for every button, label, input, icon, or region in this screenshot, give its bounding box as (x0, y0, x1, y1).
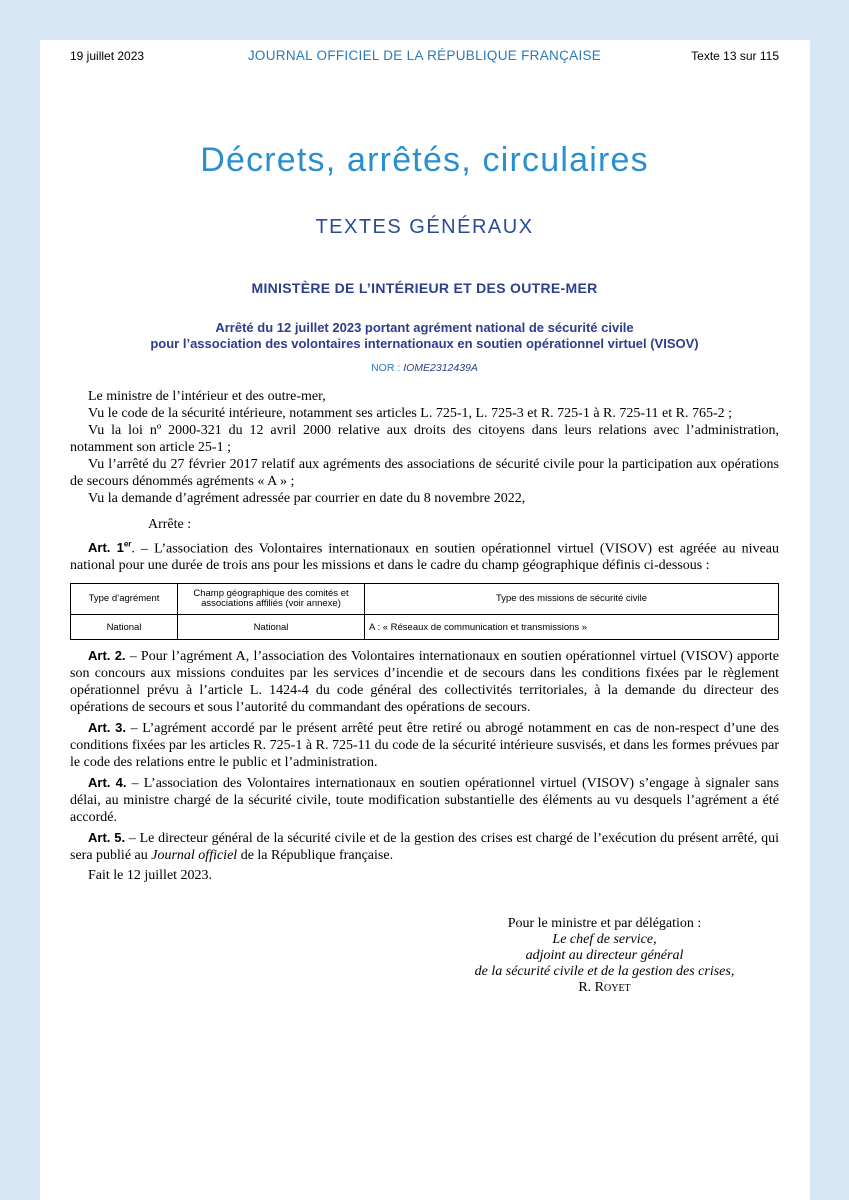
arrete-title-line1: Arrêté du 12 juillet 2023 portant agrément national de sécurité civile (215, 320, 634, 335)
table-header-cell: Champ géographique des comités et associations affiliés (voir annexe) (178, 584, 365, 615)
header-date: 19 juillet 2023 (70, 49, 145, 63)
arrete-word: Arrête : (148, 517, 192, 532)
document-body (70, 388, 779, 884)
arrete-title (60, 320, 789, 352)
preamble-vu-code: Vu le code de la sécurité intérieure, notamment ses articles L. 725-1, L. 725-3 et R. 725-1 à R. 725-11 et R. 765-2 ; (88, 406, 733, 421)
signature-line-delegation: Pour le ministre et par délégation : (507, 916, 702, 931)
article-1-label: Art. 1er (88, 540, 132, 556)
page-header (70, 49, 779, 67)
agrement-table (70, 583, 779, 640)
nor-reference (0, 362, 849, 374)
article-2: Art. 2. – Pour l’agrément A, l’association des Volontaires internationaux en soutien opérationnel virtuel (VISOV) apporte son concours aux missions conduites par les services d’incendie et de secours dans les conditions fixées par le règlement opérationnel prévu à l’article L. 1424-4 du code général des collectivités territoriales, à la demande du directeur des opérations de secours et sous l’autorité du commandant des opérations de secours. (70, 648, 779, 716)
article-5: Art. 5. – Le directeur général de la sécurité civile et de la gestion des crises est chargé de l’exécution du présent arrêté, qui sera publié au Journal officiel de la République française. (70, 830, 780, 864)
nor-label: NOR : (371, 362, 404, 374)
preamble-minister: Le ministre de l’intérieur et des outre-mer, (88, 389, 326, 404)
table-cell: A : « Réseaux de communication et transmissions » (365, 615, 779, 640)
signature-block (430, 916, 779, 996)
arrete-title-line2: pour l’association des volontaires internationaux en soutien opérationnel virtuel (VISOV) (150, 336, 699, 351)
table-row (71, 615, 779, 640)
section-title: Décrets, arrêtés, circulaires (200, 141, 649, 179)
preamble-vu-demande: Vu la demande d’agrément adressée par courrier en date du 8 novembre 2022, (88, 491, 526, 506)
header-journal-title: JOURNAL OFFICIEL DE LA RÉPUBLIQUE FRANÇAISE (247, 48, 602, 63)
table-header-cell: Type d’agrément (71, 584, 178, 615)
nor-value: IOME2312439A (403, 362, 478, 374)
table-cell: National (71, 615, 178, 640)
article-3: Art. 3. – L’agrément accordé par le présent arrêté peut être retiré ou abrogé notamment en cas de non-respect d’une des conditions fixées par les articles R. 725-1 à R. 725-11 du code de la sécurité intérieure susvisés, et dans les formes prévues par le code des relations entre le public et l’administration. (70, 720, 779, 771)
article-4: Art. 4. – L’association des Volontaires internationaux en soutien opérationnel virtuel (VISOV) s’engage à signaler sans délai, au ministre chargé de la sécurité civile, toute modification substantielle des éléments au vu desquels l’agrément a été accordé. (70, 775, 779, 826)
table-cell: National (178, 615, 365, 640)
fait-date: Fait le 12 juillet 2023. (88, 868, 213, 884)
signatory-name: R. Royet (578, 980, 631, 995)
signature-line-adjoint: adjoint au directeur général (525, 948, 684, 963)
ministry-name: MINISTÈRE DE L’INTÉRIEUR ET DES OUTRE-MER (251, 280, 598, 296)
table-header-row (71, 584, 779, 615)
signature-line-role: Le chef de service, (552, 932, 657, 947)
preamble-vu-loi: Vu la loi nº 2000-321 du 12 avril 2000 relative aux droits des citoyens dans leurs relations avec l’administration, notamment son article 25-1 ; (70, 423, 779, 455)
table-header-cell: Type des missions de sécurité civile (365, 584, 779, 615)
article-1: Art. 1er. – L’association des Volontaires internationaux en soutien opérationnel virtuel (VISOV) est agréée au niveau national pour une durée de trois ans pour les missions et dans le cadre du champ géographique définis ci-dessous : (70, 540, 779, 574)
subsection-title: TEXTES GÉNÉRAUX (315, 216, 534, 238)
preamble-vu-arrete: Vu l’arrêté du 27 février 2017 relatif aux agréments des associations de sécurité civile pour la participation aux opérations de secours dénommés agréments « A » ; (70, 457, 779, 489)
signature-line-direction: de la sécurité civile et de la gestion des crises, (474, 964, 735, 979)
header-text-number: Texte 13 sur 115 (691, 49, 779, 63)
